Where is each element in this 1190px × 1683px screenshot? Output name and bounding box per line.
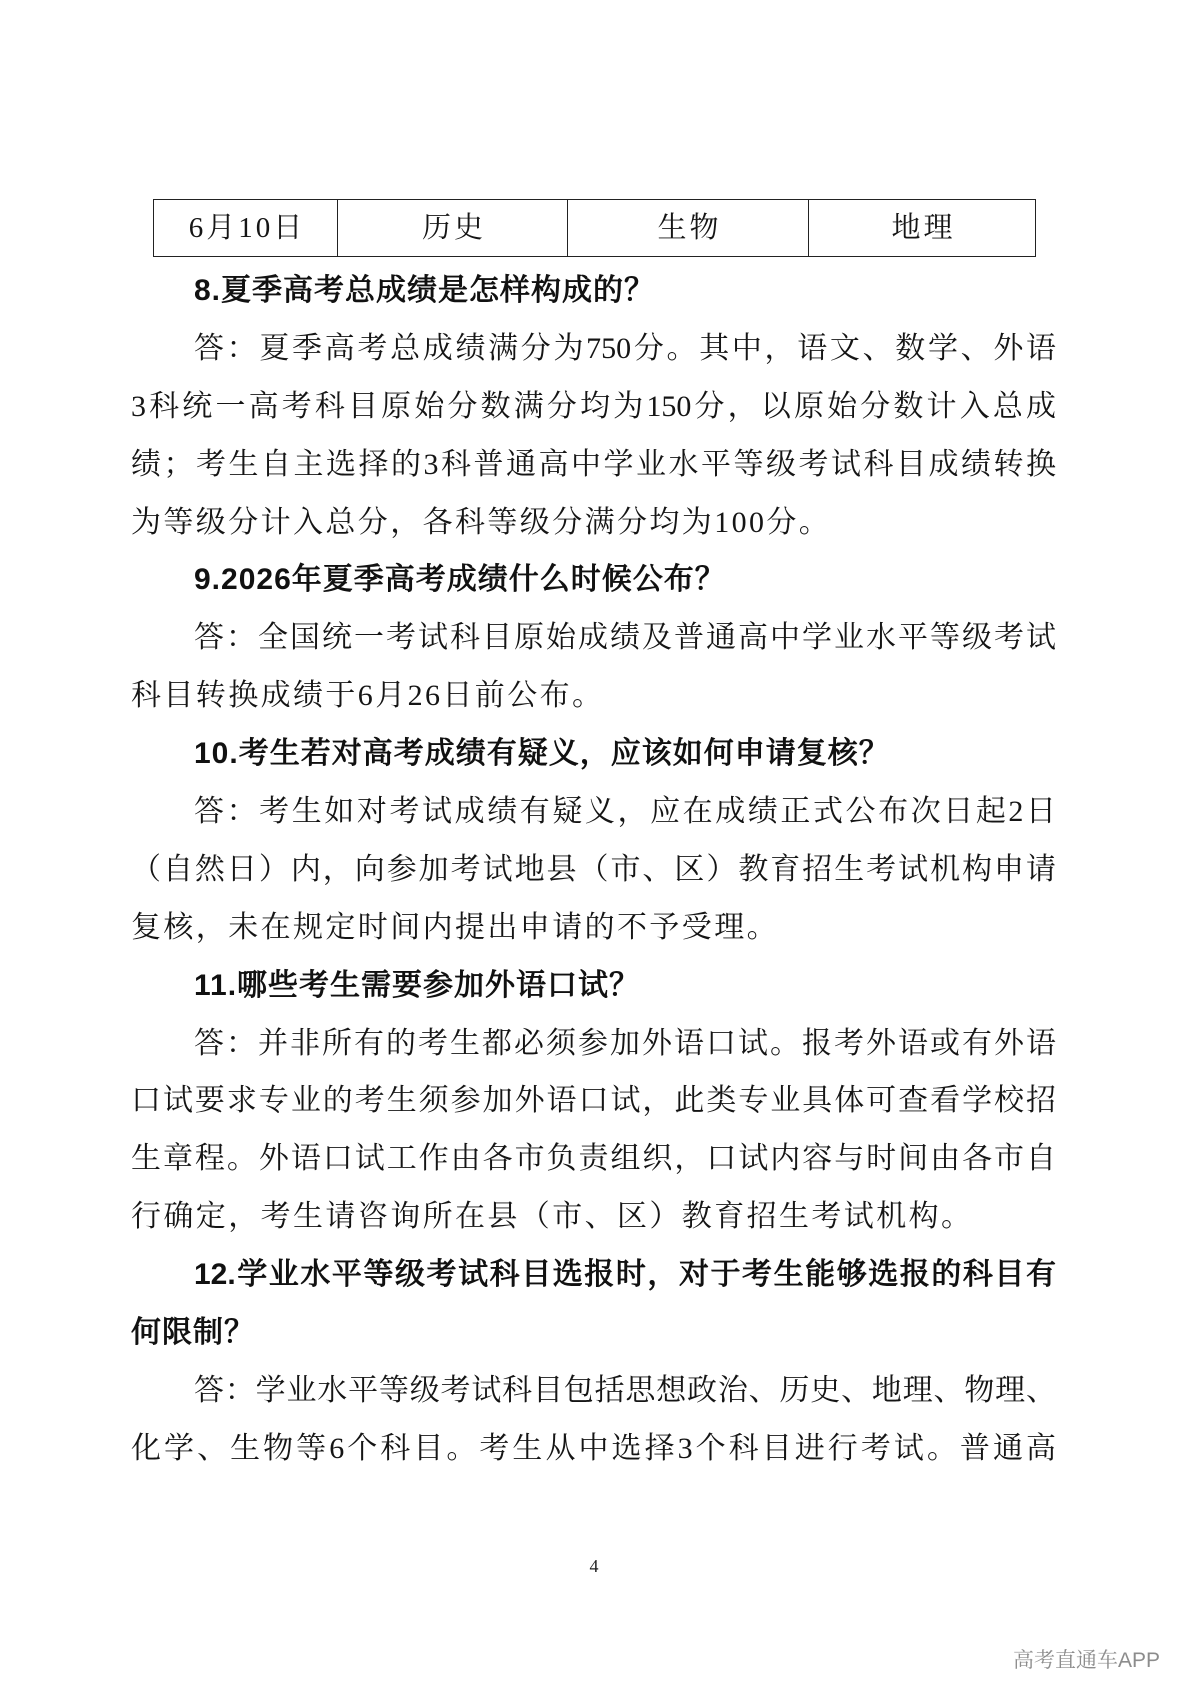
- answer-line: 为等级分计入总分，各科等级分满分均为100分。: [131, 505, 832, 539]
- watermark-text: 高考直通车APP: [1012, 1649, 1160, 1672]
- answer-line: 3科统一高考科目原始分数满分均为150分，以原始分数计入总成: [131, 389, 1056, 423]
- answer-line: 口试要求专业的考生须参加外语口试，此类专业具体可查看学校招: [131, 1084, 1056, 1118]
- answer-line: 科目转换成绩于6月26日前公布。: [131, 679, 605, 713]
- question-heading: 8.夏季高考总成绩是怎样构成的？: [194, 274, 656, 307]
- table-cell-subject: 地理: [809, 200, 1036, 257]
- table-row: [154, 200, 1036, 257]
- table-cell-subject: 历史: [338, 200, 568, 257]
- answer-line: 答：学业水平等级考试科目包括思想政治、历史、地理、物理、: [194, 1373, 1056, 1407]
- answer-line: 行确定，考生请咨询所在县（市、区）教育招生考试机构。: [131, 1200, 974, 1234]
- answer-line: 答：考生如对考试成绩有疑义，应在成绩正式公布次日起2日: [194, 795, 1056, 829]
- answer-line: 生章程。外语口试工作由各市负责组织，口试内容与时间由各市自: [131, 1142, 1056, 1176]
- table-cell-subject: 生物: [568, 200, 809, 257]
- schedule-table: [153, 199, 1036, 257]
- question-heading: 12.学业水平等级考试科目选报时，对于考生能够选报的科目有: [194, 1258, 1056, 1292]
- question-heading: 10.考生若对高考成绩有疑义，应该如何申请复核？: [194, 737, 890, 771]
- answer-line: 化学、生物等6个科目。考生从中选择3个科目进行考试。普通高: [131, 1431, 1056, 1465]
- answer-line: 复核，未在规定时间内提出申请的不予受理。: [131, 910, 779, 944]
- answer-line: 答：并非所有的考生都必须参加外语口试。报考外语或有外语: [194, 1026, 1056, 1060]
- qa-body: [131, 262, 1056, 1478]
- table-cell-date: 6月10日: [154, 200, 338, 257]
- answer-line: （自然日）内，向参加考试地县（市、区）教育招生考试机构申请: [131, 852, 1056, 886]
- question-heading: 何限制？: [131, 1316, 255, 1350]
- answer-line: 绩；考生自主选择的3科普通高中学业水平等级考试科目成绩转换: [131, 447, 1056, 481]
- question-heading: 9.2026年夏季高考成绩什么时候公布？: [194, 563, 726, 597]
- question-heading: 11.哪些考生需要参加外语口试？: [194, 968, 641, 1002]
- answer-line: 答：夏季高考总成绩满分为750分。其中，语文、数学、外语: [194, 331, 1056, 365]
- answer-line: 答：全国统一考试科目原始成绩及普通高中学业水平等级考试: [194, 621, 1056, 655]
- page-number: 4: [589, 1556, 599, 1576]
